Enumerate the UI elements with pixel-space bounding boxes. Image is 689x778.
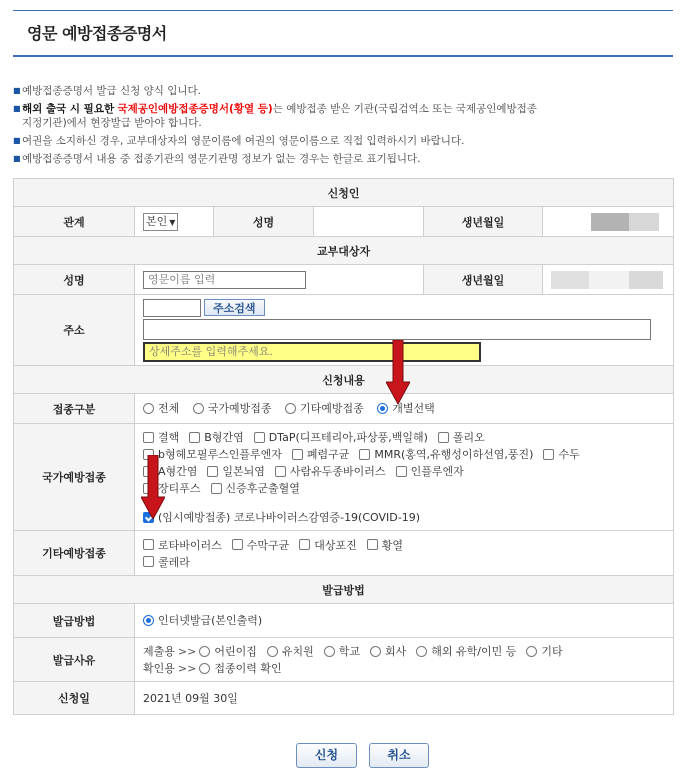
option-label: 폴리오 bbox=[452, 431, 485, 444]
double-chevron-icon: >> bbox=[177, 661, 197, 675]
radio-icon bbox=[377, 403, 388, 414]
other-line bbox=[143, 536, 665, 553]
address-detail-input[interactable] bbox=[143, 342, 481, 362]
address-input[interactable] bbox=[143, 319, 651, 340]
other-line bbox=[143, 553, 665, 570]
address-label: 주소 bbox=[14, 295, 135, 366]
page-header bbox=[13, 10, 673, 57]
vaccine-mmr[interactable] bbox=[359, 446, 533, 462]
option-label: 신증후군출혈열 bbox=[225, 482, 300, 495]
masked-birth bbox=[591, 213, 629, 231]
reason-abroad[interactable] bbox=[416, 643, 516, 659]
national-line bbox=[143, 429, 665, 446]
notice-text-cont: 지정기관)에서 현장발급 받아야 합니다. bbox=[22, 117, 202, 129]
option-label: 회사 bbox=[385, 645, 407, 658]
option-label: A형간염 bbox=[158, 465, 198, 478]
other-options bbox=[135, 531, 674, 576]
checkbox-icon bbox=[396, 466, 407, 477]
method-label: 발급방법 bbox=[14, 604, 135, 638]
english-name-input[interactable] bbox=[143, 271, 306, 289]
vaccine-rotavirus[interactable] bbox=[143, 537, 222, 553]
masked-birth bbox=[551, 271, 589, 289]
notice-item bbox=[13, 84, 673, 98]
checkbox-icon bbox=[359, 449, 370, 460]
checkbox-icon bbox=[275, 466, 286, 477]
option-label: 수막구균 bbox=[246, 538, 290, 552]
checkbox-icon bbox=[367, 539, 378, 550]
reason-history[interactable] bbox=[199, 660, 281, 676]
application-form bbox=[13, 178, 674, 715]
applicant-birth-label: 생년월일 bbox=[424, 207, 543, 237]
type-option-all[interactable] bbox=[143, 400, 179, 416]
option-label: 어린이집 bbox=[214, 645, 257, 658]
notice-list bbox=[13, 84, 673, 170]
checkbox-icon bbox=[438, 432, 449, 443]
vaccine-yellowfever[interactable] bbox=[367, 537, 403, 553]
option-label: 대상포진 bbox=[314, 538, 357, 552]
reason-label: 발급사유 bbox=[14, 638, 135, 682]
bullet-icon: ■ bbox=[13, 86, 21, 95]
address-search-button[interactable]: 주소검색 bbox=[204, 299, 265, 316]
radio-icon bbox=[416, 646, 427, 657]
reason-cell bbox=[135, 638, 674, 682]
red-arrow-icon bbox=[141, 455, 165, 519]
option-label: 수두 bbox=[558, 448, 580, 461]
checkbox-icon bbox=[254, 432, 265, 443]
vaccine-varicella[interactable] bbox=[543, 446, 579, 462]
type-option-national[interactable] bbox=[193, 400, 272, 416]
relation-label: 관계 bbox=[14, 207, 135, 237]
checkbox-icon bbox=[543, 449, 554, 460]
checkbox-icon bbox=[292, 449, 303, 460]
option-label: 폐렴구균 bbox=[306, 448, 350, 461]
section-issuance: 발급방법 bbox=[14, 576, 674, 604]
reason-company[interactable] bbox=[370, 643, 406, 659]
notice-text: 예방접종증명서 발급 신청 양식 입니다. bbox=[22, 85, 201, 97]
bullet-icon: ■ bbox=[13, 104, 21, 113]
reason-kindergarten[interactable] bbox=[267, 643, 314, 659]
notice-item bbox=[13, 152, 673, 166]
confirm-prefix: 확인용 bbox=[143, 662, 175, 675]
type-option-other[interactable] bbox=[285, 400, 364, 416]
cancel-button[interactable]: 취소 bbox=[369, 743, 429, 768]
zipcode-input[interactable] bbox=[143, 299, 201, 317]
checkbox-icon bbox=[143, 432, 154, 443]
apply-button[interactable]: 신청 bbox=[296, 743, 357, 768]
option-label: 국가예방접종 bbox=[207, 402, 272, 416]
national-options bbox=[135, 424, 674, 531]
date-label: 신청일 bbox=[14, 682, 135, 715]
national-line bbox=[143, 463, 665, 480]
vaccine-zoster[interactable] bbox=[299, 537, 357, 553]
recipient-name-cell bbox=[135, 265, 424, 295]
submit-prefix: 제출용 bbox=[143, 645, 175, 658]
option-label: 개별선택 bbox=[392, 402, 435, 416]
vaccine-meningococcal[interactable] bbox=[232, 537, 290, 553]
radio-icon bbox=[143, 403, 154, 414]
national-line bbox=[143, 480, 665, 497]
relation-value: 본인 bbox=[146, 214, 168, 228]
radio-icon bbox=[143, 615, 154, 626]
notice-highlight: 국제공인예방접종증명서(황열 등) bbox=[117, 103, 273, 115]
option-label: 학교 bbox=[338, 645, 360, 658]
reason-school[interactable] bbox=[324, 643, 360, 659]
national-label: 국가예방접종 bbox=[14, 424, 135, 531]
method-cell bbox=[135, 604, 674, 638]
applicant-name-label: 성명 bbox=[214, 207, 314, 237]
option-label: 사람유두종바이러스 bbox=[289, 465, 386, 478]
option-label: 기타예방접종 bbox=[300, 402, 364, 416]
method-option-online[interactable] bbox=[143, 612, 262, 628]
option-label: 로타바이러스 bbox=[158, 538, 222, 552]
type-label: 접종구분 bbox=[14, 394, 135, 424]
vaccine-dtap[interactable] bbox=[254, 429, 428, 445]
radio-icon bbox=[199, 646, 210, 657]
submit-line bbox=[143, 643, 665, 660]
vaccine-hpv[interactable] bbox=[275, 463, 386, 479]
recipient-name-label: 성명 bbox=[14, 265, 135, 295]
checkbox-icon bbox=[143, 556, 154, 567]
checkbox-icon bbox=[211, 483, 222, 494]
option-label: MMR(홍역,유행성이하선염,풍진) bbox=[374, 448, 534, 461]
reason-daycare[interactable] bbox=[199, 643, 257, 659]
option-label: 전체 bbox=[158, 402, 180, 416]
radio-icon bbox=[526, 646, 537, 657]
recipient-birth-value bbox=[543, 265, 674, 295]
bullet-icon: ■ bbox=[13, 154, 21, 163]
option-label: 일본뇌염 bbox=[222, 465, 265, 478]
option-label: 유치원 bbox=[281, 645, 314, 658]
notice-text: 여권을 소지하신 경우, 교부대상자의 영문이름에 여권의 영문이름으로 직접 입력하시기 바랍니다. bbox=[22, 135, 465, 147]
option-label: b형헤모필루스인플루엔자 bbox=[158, 448, 282, 461]
vaccine-je[interactable] bbox=[207, 463, 265, 479]
confirm-line bbox=[143, 660, 665, 677]
option-label: 결핵 bbox=[158, 431, 180, 444]
option-label: 황열 bbox=[381, 538, 404, 552]
bullet-icon: ■ bbox=[13, 136, 21, 145]
section-applicant: 신청인 bbox=[14, 179, 674, 207]
vaccine-covid19[interactable] bbox=[143, 509, 420, 525]
vaccine-pneumococcal[interactable] bbox=[292, 446, 350, 462]
option-label: 해외 유학/이민 등 bbox=[431, 645, 517, 658]
radio-icon bbox=[193, 403, 204, 414]
radio-icon bbox=[267, 646, 278, 657]
reason-etc[interactable] bbox=[526, 643, 562, 659]
chevron-down-icon: ▼ bbox=[169, 217, 176, 227]
covid-line bbox=[143, 509, 665, 526]
option-label: 콜레라 bbox=[158, 555, 190, 569]
vaccine-polio[interactable] bbox=[438, 429, 485, 445]
checkbox-icon bbox=[299, 539, 310, 550]
relation-select[interactable] bbox=[143, 213, 178, 231]
notice-text: 는 예방접종 받은 기관(국립검역소 또는 국제공인예방접종 bbox=[272, 103, 537, 115]
checkbox-icon bbox=[232, 539, 243, 550]
radio-icon bbox=[285, 403, 296, 414]
vaccine-influenza[interactable] bbox=[396, 463, 464, 479]
checkbox-icon bbox=[143, 539, 154, 550]
applicant-birth-value bbox=[543, 207, 674, 237]
option-label: 접종이력 확인 bbox=[214, 662, 282, 675]
section-request: 신청내용 bbox=[14, 366, 674, 394]
applicant-name-value bbox=[314, 207, 424, 237]
option-label: 인플루엔자 bbox=[410, 465, 464, 478]
option-label: 기타 bbox=[541, 645, 563, 658]
radio-icon bbox=[199, 663, 210, 674]
option-label: B형간염 bbox=[204, 431, 244, 444]
red-arrow-icon bbox=[386, 340, 410, 404]
notice-item bbox=[13, 102, 673, 130]
vaccine-hfrs[interactable] bbox=[211, 480, 300, 496]
relation-cell bbox=[135, 207, 214, 237]
vaccine-hepb[interactable] bbox=[189, 429, 243, 445]
section-recipient: 교부대상자 bbox=[14, 237, 674, 265]
radio-icon bbox=[324, 646, 335, 657]
option-label: 장티푸스 bbox=[158, 482, 201, 495]
other-label: 기타예방접종 bbox=[14, 531, 135, 576]
vaccine-cholera[interactable] bbox=[143, 554, 190, 570]
option-label: 인터넷발급(본인출력) bbox=[158, 614, 263, 628]
checkbox-icon bbox=[189, 432, 200, 443]
page-title: 영문 예방접종증명서 bbox=[27, 24, 167, 43]
recipient-birth-label: 생년월일 bbox=[424, 265, 543, 295]
vaccine-tb[interactable] bbox=[143, 429, 179, 445]
radio-icon bbox=[370, 646, 381, 657]
checkbox-icon bbox=[207, 466, 218, 477]
national-line bbox=[143, 446, 665, 463]
notice-item bbox=[13, 134, 673, 148]
notice-text: 예방접종증명서 내용 중 접종기관의 영문기관명 정보가 없는 경우는 한글로 표기됩니다. bbox=[22, 153, 421, 165]
double-chevron-icon: >> bbox=[177, 644, 197, 658]
date-value: 2021년 09월 30일 bbox=[135, 682, 674, 715]
option-label: DTaP(디프테리아,파상풍,백일해) bbox=[268, 431, 428, 444]
option-label: (임시예방접종) 코로나바이러스감염증-19(COVID-19) bbox=[158, 511, 420, 524]
notice-bold: 해외 출국 시 필요한 bbox=[22, 103, 115, 115]
